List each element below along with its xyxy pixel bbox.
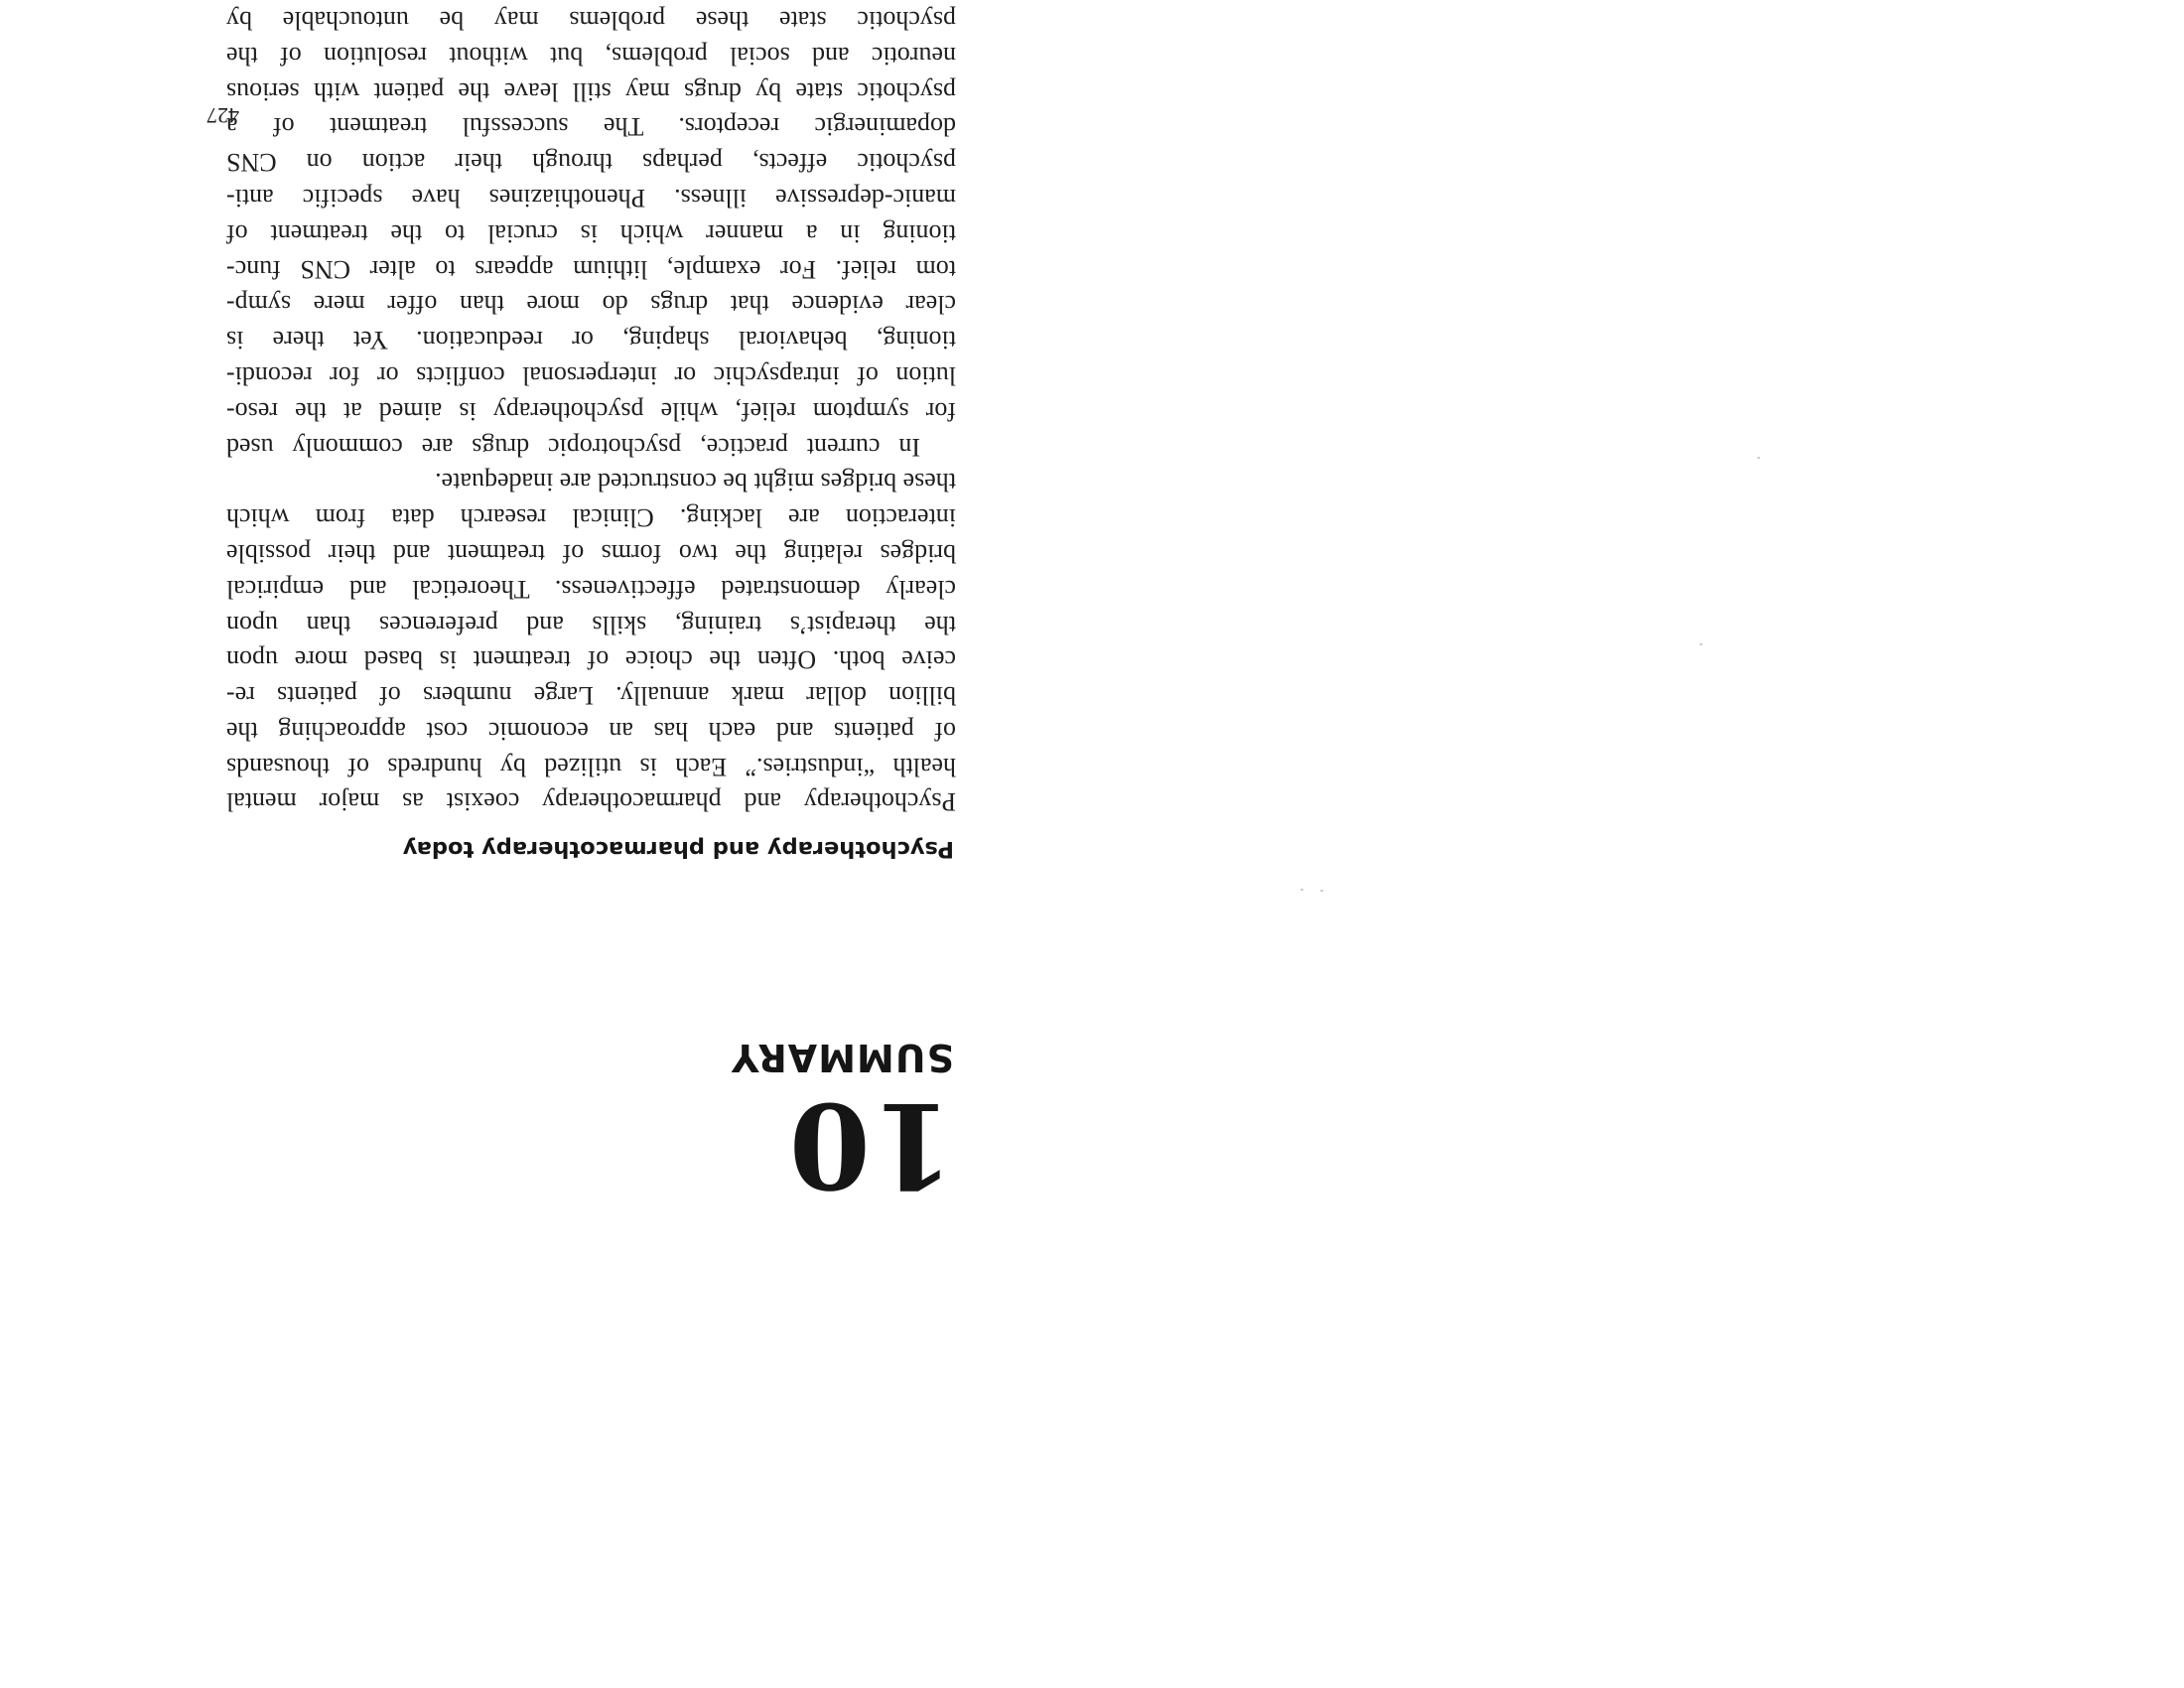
text-line: ceive both. Often the choice of treatment is based more upon: [226, 645, 956, 675]
text-line: interaction are lacking. Clinical research data from which: [226, 503, 956, 533]
scan-speck: [1757, 457, 1760, 459]
text-line: of patients and each has an economic cost approaching the: [226, 716, 956, 746]
scan-speck: [1320, 890, 1323, 892]
text-line: the therapist’s training, skills and preferences than upon: [226, 610, 956, 639]
text-line: bridges relating the two forms of treatment and their possible: [226, 538, 956, 568]
body-text: [226, 0, 956, 820]
text-line: In current practice, psychotropic drugs are commonly used: [226, 432, 920, 462]
text-line: tioning, behavioral shaping, or reeducation. Yet there is: [226, 326, 956, 355]
text-line: lution of intrapsychic or interpersonal conflicts or for recondi-: [226, 360, 956, 390]
chapter-number: 10: [786, 1076, 954, 1214]
text-line: manic-depressive illness. Phenothiazines have specific anti-: [226, 183, 956, 212]
text-line: clear evidence that drugs do more than offer mere symp-: [226, 290, 956, 320]
text-line: psychotic state by drugs may still leave the patient with serious: [226, 76, 956, 106]
text-line: psychotic effects, perhaps through their action on CNS: [226, 148, 956, 178]
section-heading: Psychotherapy and pharmacotherapy today: [402, 836, 954, 862]
paragraph: [226, 0, 956, 465]
page-content: [226, 0, 956, 1214]
text-line: tom relief. For example, lithium appears to alter CNS func-: [226, 254, 956, 284]
text-line: psychotic state these problems may be untouchable by: [226, 5, 956, 35]
paragraph: [226, 465, 956, 820]
scan-speck: [1300, 889, 1303, 891]
text-line: Psychotherapy and pharmacotherapy coexist as major mental: [226, 787, 956, 817]
chapter-title: SUMMARY: [731, 1036, 954, 1079]
scan-speck: [1700, 643, 1703, 645]
page-number: 427: [206, 103, 239, 128]
text-line: tioning in a manner which is crucial to the treatment of: [226, 218, 956, 248]
text-line: for symptom relief, while psychotherapy is aimed at the reso-: [226, 396, 956, 426]
text-line: dopaminergic receptors. The successful treatment of a: [226, 112, 956, 142]
text-line: billion dollar mark annually. Large numbers of patients re-: [226, 681, 956, 711]
text-line: clearly demonstrated effectiveness. Theoretical and empirical: [226, 574, 956, 604]
text-line: health “industries.” Each is utilized by hundreds of thousands: [226, 752, 956, 781]
text-line: these bridges might be constructed are inadequate.: [435, 468, 956, 497]
text-line: neurotic and social problems, but without resolution of the: [226, 41, 956, 70]
